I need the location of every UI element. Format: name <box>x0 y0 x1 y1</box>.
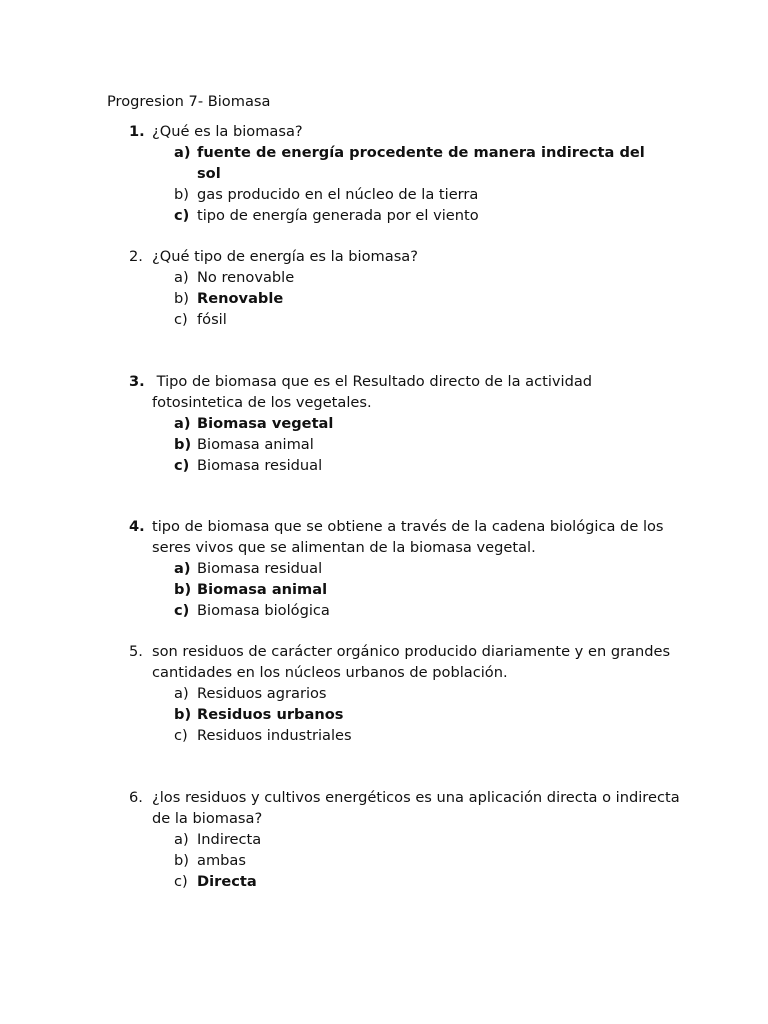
option-text: Biomasa vegetal <box>197 415 334 432</box>
question-text: ¿los residuos y cultivos energéticos es una aplicación directa o indirecta de la biomasa? <box>152 789 680 827</box>
question-text: Tipo de biomasa que es el Resultado directo de la actividad fotosintetica de los vegetales. <box>152 373 597 411</box>
option-text: Residuos industriales <box>197 727 352 744</box>
answer-option <box>107 850 687 871</box>
answer-option <box>107 558 687 579</box>
option-letter: c) <box>174 602 190 619</box>
document-title: Progresion 7- Biomasa <box>107 93 271 110</box>
answer-option <box>107 413 687 434</box>
answer-option <box>107 829 687 850</box>
option-letter: c) <box>174 873 188 890</box>
question-number: 3. <box>129 373 145 390</box>
question-3 <box>107 371 687 476</box>
answer-options <box>107 558 687 621</box>
option-text: Biomasa animal <box>197 581 328 598</box>
answer-option <box>107 579 687 600</box>
option-letter: b) <box>174 581 192 598</box>
answer-option <box>107 309 687 330</box>
question-text: son residuos de carácter orgánico producido diariamente y en grandes cantidades en los núcleos urbanos de población. <box>152 643 671 681</box>
option-letter: a) <box>174 685 189 702</box>
question-text: tipo de biomasa que se obtiene a través de la cadena biológica de los seres vivos que se alimentan de la biomasa vegetal. <box>152 518 664 556</box>
option-letter: a) <box>174 144 191 161</box>
option-letter: a) <box>174 269 189 286</box>
answer-options <box>107 829 687 892</box>
option-letter: b) <box>174 852 189 869</box>
answer-option <box>107 600 687 621</box>
option-text: Biomasa animal <box>197 436 314 453</box>
option-text: Renovable <box>197 290 284 307</box>
answer-option <box>107 704 687 725</box>
answer-options <box>107 142 687 226</box>
option-letter: a) <box>174 831 189 848</box>
option-text: ambas <box>197 852 246 869</box>
question-1 <box>107 121 687 226</box>
option-text: tipo de energía generada por el viento <box>197 207 479 224</box>
answer-option <box>107 725 687 746</box>
answer-options <box>107 413 687 476</box>
answer-option <box>107 455 687 476</box>
option-letter: a) <box>174 415 191 432</box>
option-letter: b) <box>174 436 192 453</box>
question-text: ¿Qué es la biomasa? <box>152 123 303 140</box>
answer-option <box>107 142 687 184</box>
option-text: fuente de energía procedente de manera indirecta del sol <box>197 144 645 182</box>
option-letter: c) <box>174 457 190 474</box>
answer-options <box>107 267 687 330</box>
option-letter: c) <box>174 727 188 744</box>
answer-option <box>107 871 687 892</box>
answer-option <box>107 434 687 455</box>
question-number: 5. <box>129 643 143 660</box>
option-text: Biomasa biológica <box>197 602 330 619</box>
question-number: 1. <box>129 123 145 140</box>
answer-option <box>107 288 687 309</box>
answer-option <box>107 205 687 226</box>
question-text: ¿Qué tipo de energía es la biomasa? <box>152 248 418 265</box>
question-4 <box>107 516 687 621</box>
option-letter: a) <box>174 560 191 577</box>
option-text: Residuos urbanos <box>197 706 344 723</box>
question-number: 4. <box>129 518 145 535</box>
question-number: 6. <box>129 789 143 806</box>
option-text: gas producido en el núcleo de la tierra <box>197 186 479 203</box>
question-6 <box>107 787 687 892</box>
option-text: fósil <box>197 311 227 328</box>
option-text: Biomasa residual <box>197 560 323 577</box>
option-letter: c) <box>174 207 190 224</box>
option-text: Directa <box>197 873 257 890</box>
answer-options <box>107 683 687 746</box>
question-number: 2. <box>129 248 143 265</box>
question-2 <box>107 246 687 330</box>
option-letter: c) <box>174 311 188 328</box>
option-text: Indirecta <box>197 831 262 848</box>
option-letter: b) <box>174 186 189 203</box>
answer-option <box>107 267 687 288</box>
answer-option <box>107 683 687 704</box>
answer-option <box>107 184 687 205</box>
question-5 <box>107 641 687 746</box>
option-text: No renovable <box>197 269 295 286</box>
option-letter: b) <box>174 290 189 307</box>
option-text: Residuos agrarios <box>197 685 327 702</box>
option-text: Biomasa residual <box>197 457 323 474</box>
option-letter: b) <box>174 706 192 723</box>
